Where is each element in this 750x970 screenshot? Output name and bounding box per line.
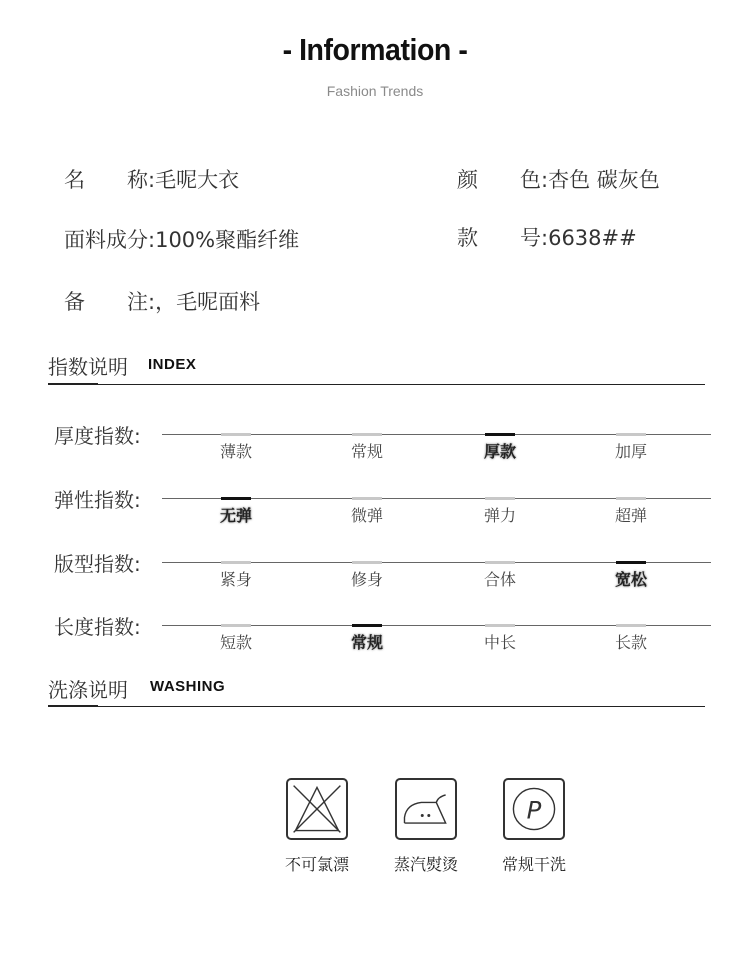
no-bleach-icon [286, 778, 348, 840]
index-marker [485, 497, 515, 500]
index-option-selected: 无弹 [219, 506, 252, 525]
info-color-label: 颜 色: [457, 168, 549, 192]
index-row-label: 厚度指数: [54, 424, 141, 448]
index-marker-selected [221, 497, 251, 500]
index-option: 薄款 [219, 442, 252, 461]
info-fabric [64, 224, 299, 254]
info-name [64, 164, 239, 194]
svg-text:P: P [526, 795, 542, 825]
index-marker-selected [352, 624, 382, 627]
index-section-title-cn: 指数说明 [48, 355, 128, 379]
info-name-value: 毛呢大衣 [155, 168, 240, 192]
info-note [64, 286, 260, 316]
info-name-label: 名 称: [64, 168, 156, 192]
index-option: 超弹 [614, 506, 647, 525]
index-option: 短款 [219, 633, 252, 652]
index-row-label: 长度指数: [54, 615, 141, 639]
wash-section-title-cn: 洗涤说明 [48, 678, 128, 702]
wash-label-dry-clean: 常规干洗 [501, 855, 566, 874]
index-marker [485, 624, 515, 627]
page-subtitle: Fashion Trends [326, 83, 424, 99]
info-note-value: ，毛呢面料 [155, 290, 261, 314]
info-note-label: 备 注: [64, 290, 156, 314]
index-row-label: 弹性指数: [54, 488, 141, 512]
info-color-value: 杏色 碳灰色 [548, 168, 660, 192]
wash-section-accent [48, 705, 98, 707]
index-option: 修身 [350, 570, 383, 589]
index-section-accent [48, 383, 98, 385]
index-option: 合体 [483, 570, 516, 589]
wash-label-steam-iron: 蒸汽熨烫 [393, 855, 458, 874]
page-title: - Information - [282, 32, 468, 67]
steam-iron-icon [395, 778, 457, 840]
index-marker [352, 497, 382, 500]
info-fabric-value: 100%聚酯纤维 [155, 228, 300, 252]
index-section-divider [48, 384, 705, 385]
index-marker [352, 561, 382, 564]
dry-clean-icon [503, 778, 565, 840]
index-marker [221, 624, 251, 627]
index-marker-selected [485, 433, 515, 436]
index-option-selected: 宽松 [614, 570, 647, 589]
index-section-title-en: INDEX [148, 356, 197, 373]
index-option: 紧身 [219, 570, 252, 589]
info-style-label: 款 号: [457, 226, 549, 250]
wash-section-divider [48, 706, 705, 707]
info-style [457, 222, 637, 252]
index-option: 弹力 [483, 506, 516, 525]
wash-label-no-bleach: 不可氯漂 [284, 855, 349, 874]
index-marker-selected [616, 561, 646, 564]
index-option: 加厚 [614, 442, 647, 461]
index-option-selected: 常规 [350, 633, 383, 652]
index-option: 中长 [483, 633, 516, 652]
info-color [457, 164, 660, 194]
index-marker [616, 624, 646, 627]
index-option: 长款 [614, 633, 647, 652]
wash-section-title-en: WASHING [150, 678, 226, 695]
index-marker [616, 497, 646, 500]
index-marker [352, 433, 382, 436]
index-marker [221, 433, 251, 436]
index-marker [485, 561, 515, 564]
info-style-value: 6638## [548, 226, 637, 250]
index-marker [616, 433, 646, 436]
index-option: 微弹 [350, 506, 383, 525]
index-option: 常规 [350, 442, 383, 461]
index-marker [221, 561, 251, 564]
index-option-selected: 厚款 [483, 442, 516, 461]
info-fabric-label: 面料成分: [64, 228, 156, 252]
index-row-label: 版型指数: [54, 552, 141, 576]
